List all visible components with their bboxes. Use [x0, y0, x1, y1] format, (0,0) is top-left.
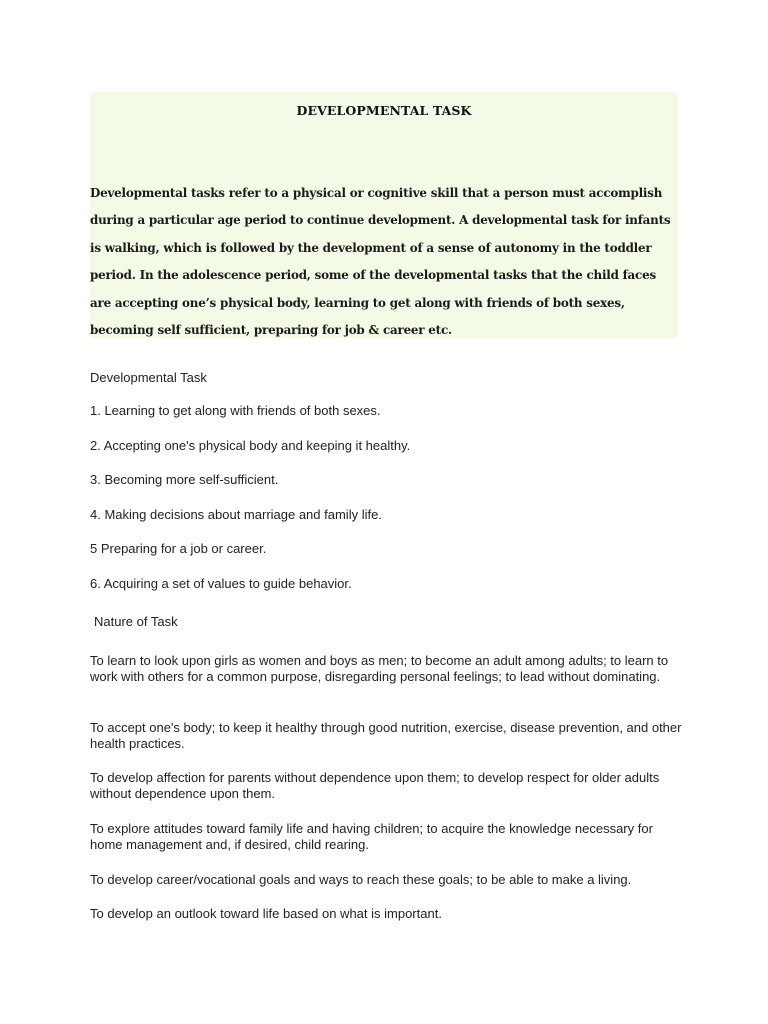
- intro-paragraph: Developmental tasks refer to a physical or cognitive skill that a person must accomplish during a particular age period to continue development. A developmental task for infants is walking, which is followed by the development of a sense of autonomy in the toddler period. In the adolescence period, some of the developmental tasks that the child faces are accepting one’s physical body, learning to get along with friends of both sexes, becoming self sufficient, preparing for job & career etc.: [90, 186, 671, 338]
- section-heading-nature-of-task: Nature of Task: [94, 614, 178, 629]
- nature-paragraph: To develop career/vocational goals and ways to reach these goals; to be able to make a living.: [90, 872, 632, 887]
- task-item: 4. Making decisions about marriage and family life.: [90, 507, 382, 522]
- task-item: 3. Becoming more self-sufficient.: [90, 472, 279, 487]
- nature-paragraph: To learn to look upon girls as women and boys as men; to become an adult among adults; to learn to work with others for a common purpose, disregarding personal feelings; to lead without dominating.: [90, 653, 669, 684]
- section-heading-developmental-task: Developmental Task: [90, 370, 207, 385]
- task-item: 2. Accepting one's physical body and keeping it healthy.: [90, 438, 411, 453]
- document-title: DEVELOPMENTAL TASK: [296, 103, 472, 118]
- nature-paragraph: To explore attitudes toward family life and having children; to acquire the knowledge necessary for home management and, if desired, child rearing.: [90, 821, 653, 852]
- nature-paragraph: To develop affection for parents without dependence upon them; to develop respect for older adults without dependence upon them.: [90, 770, 660, 801]
- nature-paragraph: To develop an outlook toward life based on what is important.: [90, 906, 442, 921]
- task-item: 1. Learning to get along with friends of both sexes.: [90, 403, 381, 418]
- task-item: 6. Acquiring a set of values to guide behavior.: [90, 576, 352, 591]
- task-item: 5 Preparing for a job or career.: [90, 541, 267, 556]
- nature-paragraph: To accept one's body; to keep it healthy through good nutrition, exercise, disease prevention, and other health practices.: [90, 720, 682, 751]
